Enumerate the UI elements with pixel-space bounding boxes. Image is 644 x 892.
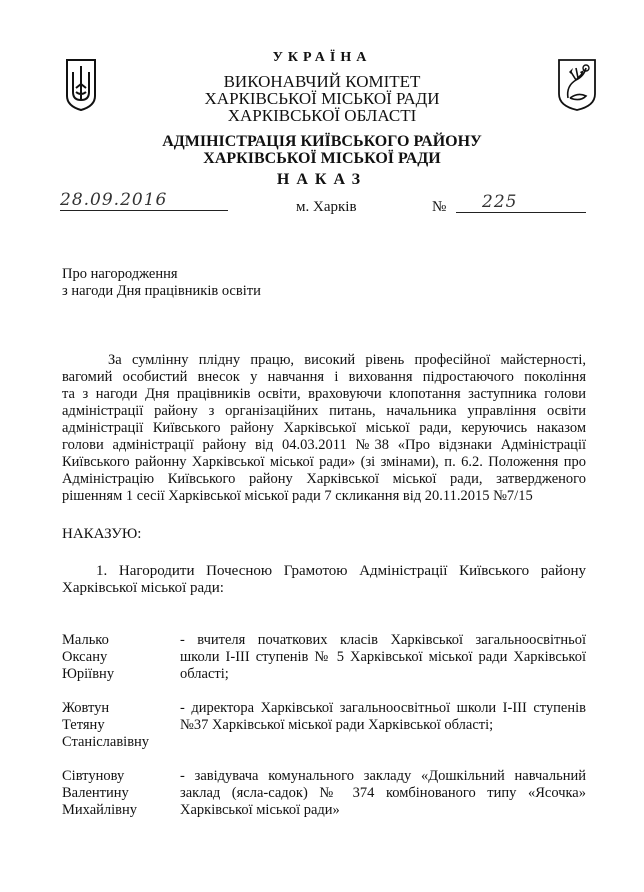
- awardee-name: Малько Оксану Юріївну: [62, 632, 115, 682]
- preamble-line: За сумлінну плідну працю, високий рівень професійної майстерності,: [108, 352, 586, 368]
- awardee-description: - завідувача комунального закладу «Дошкільний навчальний заклад (ясла-садок) № 374 комбінованого типу «Ясочка» Харківської міської ради»: [180, 768, 586, 818]
- order-word: НАКАЗУЮ:: [62, 526, 142, 542]
- subject-line-1: Про нагородження: [62, 266, 178, 282]
- number-label: №: [432, 199, 447, 215]
- preamble-line: адміністрації Київського району Харківської міської ради, керуючись наказом: [62, 420, 586, 436]
- subject-line-2: з нагоди Дня працівників освіти: [62, 283, 261, 299]
- executive-committee-line: ВИКОНАВЧИЙ КОМІТЕТ: [223, 72, 421, 91]
- country-title: УКРАЇНА: [272, 50, 372, 65]
- administration-title: АДМІНІСТРАЦІЯ КИЇВСЬКОГО РАЙОНУ: [162, 133, 482, 150]
- preamble-line: рішенням 1 сесії Харківської міської ради 7 скликання від 20.11.2015 №7/15: [62, 488, 533, 504]
- preamble-line: голови адміністрації району від 04.03.2011 №38 «Про відзнаки Адміністрації: [62, 437, 586, 453]
- awardee-description: - вчителя початкових класів Харківської загальноосвітньої школи І-ІІІ ступенів № 5 Харківської міської ради Харківської області;: [180, 632, 586, 682]
- preamble-line: адміністрації району з організаційних питань, начальника управління освіти: [62, 403, 586, 419]
- awardee-name: Жовтун Тетяну Станіславівну: [62, 700, 150, 750]
- preamble-line: та з нагоди Дня працівників освіти, враховуючи клопотання заступника голови: [62, 386, 586, 402]
- administration-subtitle: ХАРКІВСЬКОЇ МІСЬКОЇ РАДИ: [203, 150, 441, 167]
- preamble-paragraph: [62, 352, 586, 505]
- item-1-line-2: Харківської міської ради:: [62, 580, 224, 596]
- date-field: [60, 190, 228, 211]
- number-field: [456, 192, 586, 213]
- awardee-description: - директора Харківської загальноосвітньої школи І-ІІІ ступенів №37 Харківської міської ради Харківської області;: [180, 700, 586, 733]
- preamble-line: Київського районну Харківської міської ради» (зі змінами), п. 6.2. Положення про: [62, 454, 586, 470]
- city-council-line: ХАРКІВСЬКОЇ МІСЬКОЇ РАДИ: [204, 89, 440, 108]
- preamble-line: Адміністрацію Київського району Харківської міської ради, затвердженого: [62, 471, 586, 487]
- handwritten-number: 225: [482, 192, 518, 212]
- item-1-line-1: 1. Нагородити Почесною Грамотою Адміністрації Київського району: [96, 563, 586, 579]
- awardee-name: Сівтунову Валентину Михайлівну: [62, 768, 138, 818]
- document-type: НАКАЗ: [276, 171, 368, 188]
- place: м. Харків: [296, 199, 357, 215]
- preamble-line: вагомий особистий внесок у навчання і виховання підростаючого покоління: [62, 369, 586, 385]
- handwritten-date: 28.09.2016: [60, 190, 168, 210]
- oblast-line: ХАРКІВСЬКОЇ ОБЛАСТІ: [227, 106, 417, 125]
